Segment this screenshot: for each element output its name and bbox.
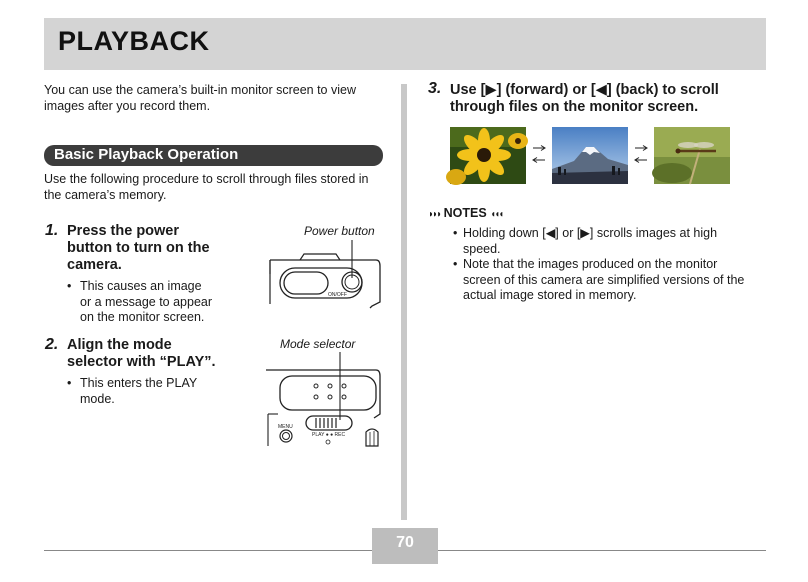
section-heading (44, 145, 383, 166)
header-bar (44, 18, 766, 70)
section-description: Use the following procedure to scroll through files stored in the camera’s memory. (44, 172, 369, 202)
power-button-label: Power button (304, 224, 375, 238)
mountain-photo (552, 127, 628, 184)
step-1-bullet: • This causes an image or a message to appear on the monitor screen. (67, 279, 213, 324)
note-item: • Note that the images produced on the monitor screen of this camera are simplified versions of the actual image stored in memory. (453, 257, 745, 302)
notes-left-marker-icon: ◗◗◗ (428, 209, 441, 220)
page-number-tab (372, 528, 438, 564)
step-1-number: 1. (45, 222, 59, 239)
step-3-title: Use [▶] (forward) or [◀] (back) to scroll through files on the monitor screen. (450, 82, 719, 115)
arrows-1-icon (531, 143, 547, 165)
arrows-2-icon (633, 143, 649, 165)
play-rec-text: PLAY ● ● REC (312, 432, 346, 438)
step-2-number: 2. (45, 336, 59, 353)
mode-selector-illustration (264, 352, 384, 450)
page-title: PLAYBACK (58, 26, 210, 56)
notes-heading: ◗◗◗ NOTES ◖◖◖ (428, 206, 503, 220)
on-off-text: ON/OFF (328, 292, 347, 298)
intro-text: You can use the camera’s built-in monitor screen to view images after you record them. (44, 83, 356, 113)
step-3-number: 3. (428, 80, 442, 97)
step-2-title: Align the mode selector with “PLAY”. (67, 337, 216, 370)
menu-text: MENU (278, 424, 293, 430)
section-heading-label: Basic Playback Operation (54, 146, 239, 163)
note-item: • Holding down [◀] or [▶] scrolls images at high speed. (453, 226, 718, 256)
power-button-illustration (266, 240, 382, 310)
dragonfly-photo (654, 127, 730, 184)
sunflower-photo (450, 127, 526, 184)
notes-right-marker-icon: ◖◖◖ (490, 209, 503, 220)
column-divider (401, 84, 407, 520)
mode-selector-label: Mode selector (280, 337, 356, 351)
step-2-bullet: • This enters the PLAY mode. (67, 376, 198, 406)
page-number: 70 (396, 534, 414, 551)
step-1-title: Press the power button to turn on the camera. (67, 223, 210, 273)
